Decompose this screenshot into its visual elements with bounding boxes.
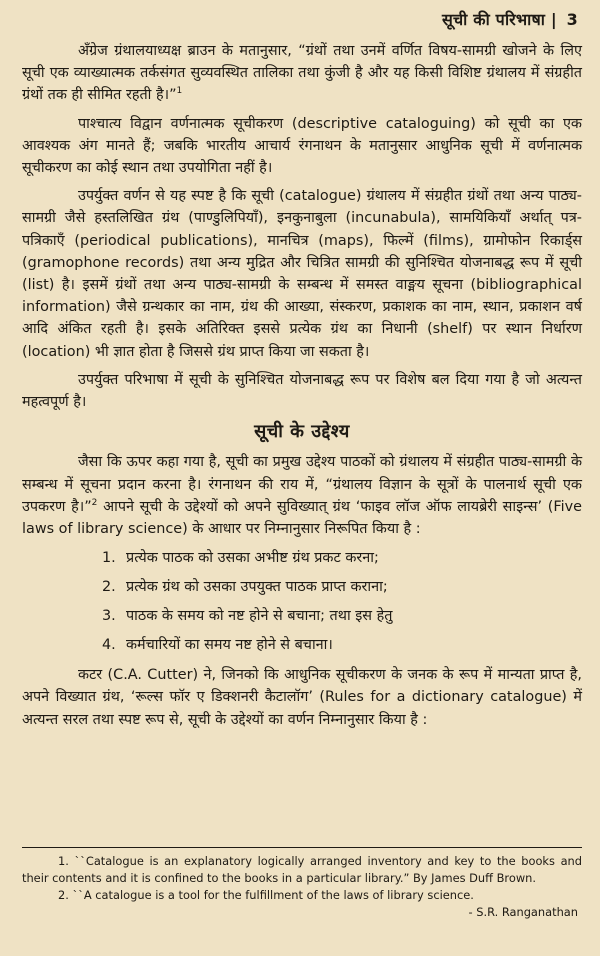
chapter-title: सूची की परिभाषा — [441, 10, 546, 29]
footnote-ref-2: 2 — [91, 498, 98, 509]
footnote-1: 1. ``Catalogue is an explanatory logically arranged inventory and key to the books and their contents and it is confined to the books in a particular library.” By James Duff Brown. — [22, 854, 582, 885]
section-heading: सूची के उद्देश्य — [254, 421, 350, 443]
objectives-list — [22, 546, 582, 658]
paragraph-brown-definition — [22, 40, 582, 107]
running-head: सूची की परिभाषा | 3 — [441, 10, 578, 29]
list-number: 3. — [102, 608, 116, 625]
list-number: 1. — [102, 550, 116, 567]
list-number: 2. — [102, 579, 116, 596]
list-number: 4. — [102, 637, 116, 654]
page-number: 3 — [566, 10, 578, 29]
footnote-divider — [22, 847, 582, 848]
main-text — [22, 40, 582, 737]
list-text: पाठक के समय को नष्ट होने से बचाना; तथा इस हेतु — [126, 608, 393, 625]
paragraph-catalogue-explanation: उपर्युक्त वर्णन से यह स्पष्ट है कि सूची (catalogue) ग्रंथालय में संग्रहीत ग्रंथों तथा अन्य पाठ्य-सामग्री जैसे हस्तलिखित ग्रंथ (पाण्डुलिपियाँ), इनकुनाबुला (incunabula), सामयिकियाँ अर्थात् पत्र-पत्रिकाएँ (periodical publications), मानचित्र (maps), फिल्में (films), ग्रामोफोन रिकार्ड्स (gramophone records) तथा अन्य मुद्रित और चित्रित सामग्री की सुनिश्चित योजनाबद्ध रूप में सूची (list) है। इसमें ग्रंथों तथा अन्य पाठ्य-सामग्री के सम्बन्ध में समस्त वाङ्मय सूचना (bibliographical information) जैसे ग्रन्थकार का नाम, ग्रंथ की आख्या, संस्करण, प्रकाशक का नाम, स्थान, प्रकाशन वर्ष आदि अंकित रहती है। इसके अतिरिक्त इससे प्रत्येक ग्रंथ का निधानी (shelf) पर स्थान निर्धारण (location) भी ज्ञात होता है जिससे ग्रंथ प्राप्त किया जा सकता है। — [22, 188, 582, 360]
paragraph-text: अँग्रेज ग्रंथालयाध्यक्ष ब्राउन के मतानुसार, “ग्रंथों तथा उनमें वर्णित विषय-सामग्री खोजने के लिए सूची एक व्याख्यात्मक तर्कसंगत सुव्यवस्थित तालिका तथा कुंजी है और यह किसी विशिष्ट ग्रंथालय में संग्रहीत ग्रंथों तक ही सीमित रहती है।” — [22, 43, 582, 104]
list-text: कर्मचारियों का समय नष्ट होने से बचाना। — [126, 637, 333, 654]
list-text: प्रत्येक ग्रंथ को उसका उपयुक्त पाठक प्राप्त कराना; — [126, 579, 388, 596]
footnote-2-attribution: - S.R. Ranganathan — [468, 905, 578, 919]
paragraph-cutter: कटर (C.A. Cutter) ने, जिनको कि आधुनिक सूचीकरण के जनक के रूप में मान्यता प्राप्त है, अपने विख्यात ग्रंथ, ‘रूल्स फॉर ए डिक्शनरी कैटालॉग’ (Rules for a dictionary catalogue) में अत्यन्त सरल तथा स्पष्ट रूप से, सूची के उद्देश्यों का वर्णन निम्नानुसार किया है : — [22, 667, 582, 728]
footnote-ref-1: 1 — [176, 86, 183, 97]
paragraph-descriptive-cataloguing: पाश्चात्य विद्वान वर्णनात्मक सूचीकरण (descriptive cataloguing) को सूची का एक आवश्यक अंग मानते हैं; जबकि भारतीय आचार्य रंगनाथन के मतानुसार आधुनिक सूची में वर्णनात्मक सूचीकरण का कोई स्थान तथा उपयोगिता नहीं है। — [22, 115, 582, 177]
paragraph-definition-emphasis: उपर्युक्त परिभाषा में सूची के सुनिश्चित योजनाबद्ध रूप पर विशेष बल दिया गया है जो अत्यन्त महत्वपूर्ण है। — [22, 371, 582, 411]
list-item — [102, 633, 582, 658]
paragraph-objectives-intro — [22, 451, 582, 540]
list-item — [102, 546, 582, 571]
list-item — [102, 604, 582, 629]
paragraph-text: जैसा कि ऊपर कहा गया है, सूची का प्रमुख उद्देश्य पाठकों को ग्रंथालय में संग्रहीत पाठ्य-सामग्री के सम्बन्ध में सूचना प्रदान करना है। रंगनाथन की राय में, “ग्रंथालय विज्ञान के सूत्रों के पालनार्थ सूची एक उपकरण है।” — [22, 454, 582, 515]
footnote-2: 2. ``A catalogue is a tool for the fulfillment of the laws of library science. — [58, 888, 474, 902]
paragraph-text-cont: आपने सूची के उद्देश्यों को अपने सुविख्यात् ग्रंथ ‘फाइव लॉज ऑफ लायब्रेरी साइन्स’ (Five laws of library science) के आधार पर निम्नानुसार निरूपित किया है : — [22, 498, 582, 538]
footnotes — [22, 853, 582, 921]
list-item — [102, 575, 582, 600]
list-text: प्रत्येक पाठक को उसका अभीष्ट ग्रंथ प्रकट करना; — [126, 550, 379, 567]
